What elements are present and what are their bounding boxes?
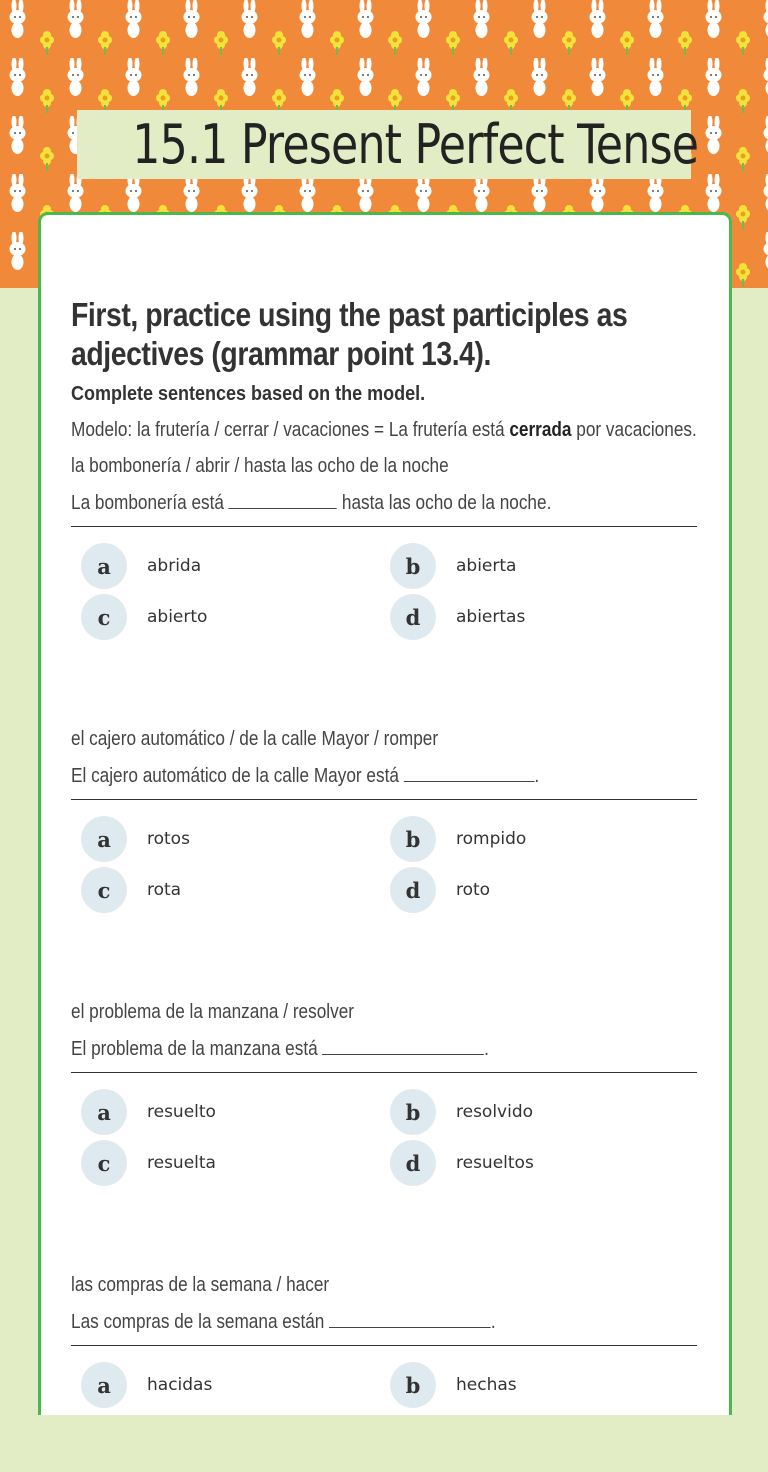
choice-letter: d: [390, 867, 436, 913]
choice-text: abrida: [147, 556, 202, 576]
choice-letter: c: [81, 867, 127, 913]
answer-choices: [71, 543, 697, 653]
model-answer: cerrada: [509, 419, 572, 441]
choice-d[interactable]: [390, 594, 525, 640]
answer-blank: [329, 1309, 491, 1328]
question-prompt: el cajero automático / de la calle Mayor / romper: [71, 728, 439, 750]
choice-text: rotos: [147, 829, 190, 849]
choice-b[interactable]: [390, 543, 516, 589]
answer-choices: [71, 816, 697, 926]
choice-letter: c: [81, 1140, 127, 1186]
choice-c[interactable]: [81, 594, 207, 640]
title-box: [77, 110, 699, 179]
divider: [71, 1345, 697, 1346]
choice-letter: b: [390, 543, 436, 589]
choice-letter: a: [81, 1362, 127, 1408]
model-prefix: Modelo: la frutería / cerrar / vacaciones = La frutería está: [71, 419, 505, 441]
model-suffix: por vacaciones.: [576, 419, 697, 441]
question-2: [71, 727, 697, 926]
choice-text: abierto: [147, 607, 208, 627]
worksheet-content: [71, 295, 697, 1472]
choice-text: resuelta: [147, 1153, 216, 1173]
choice-a[interactable]: [81, 1362, 212, 1408]
question-3: [71, 1000, 697, 1199]
choice-letter: b: [390, 1362, 436, 1408]
choice-c[interactable]: [81, 867, 181, 913]
choice-letter: a: [81, 1089, 127, 1135]
choice-text: abiertas: [456, 607, 526, 627]
choice-text: hechas: [456, 1375, 517, 1395]
answer-choices: [71, 1362, 697, 1472]
answer-blank: [322, 1036, 484, 1055]
divider: [71, 526, 697, 527]
choice-text: rompido: [456, 829, 527, 849]
choice-letter: c: [81, 594, 127, 640]
choice-text: abierta: [456, 556, 517, 576]
choice-text: resueltos: [456, 1153, 534, 1173]
choice-b[interactable]: [390, 1362, 517, 1408]
choice-letter: b: [390, 816, 436, 862]
choice-letter: d: [390, 594, 436, 640]
instruction: Complete sentences based on the model.: [71, 383, 426, 405]
choice-d[interactable]: [390, 867, 490, 913]
choice-b[interactable]: [390, 816, 526, 862]
page-title: 15.1 Present Perfect Tense: [132, 113, 699, 176]
choice-text: hacidas: [147, 1375, 213, 1395]
choice-c[interactable]: [81, 1140, 216, 1186]
answer-choices: [71, 1089, 697, 1199]
question-prompt: la bombonería / abrir / hasta las ocho de la noche: [71, 455, 449, 477]
question-prompt: el problema de la manzana / resolver: [71, 1001, 354, 1023]
divider: [71, 799, 697, 800]
choice-a[interactable]: [81, 1089, 216, 1135]
choice-text: resolvido: [456, 1102, 534, 1122]
answer-blank: [229, 490, 337, 509]
question-sentence: El problema de la manzana está .: [71, 1038, 489, 1060]
choice-a[interactable]: [81, 816, 190, 862]
worksheet-card: [38, 212, 732, 1415]
choice-text: resuelto: [147, 1102, 216, 1122]
choice-text: roto: [456, 880, 491, 900]
question-4: [71, 1273, 697, 1472]
question-prompt: las compras de la semana / hacer: [71, 1274, 330, 1296]
choice-b[interactable]: [390, 1089, 533, 1135]
choice-letter: d: [390, 1140, 436, 1186]
model-sentence: [71, 418, 697, 443]
choice-text: rota: [147, 880, 182, 900]
choice-letter: a: [81, 543, 127, 589]
question-sentence: La bombonería está hasta las ocho de la noche.: [71, 492, 552, 514]
divider: [71, 1072, 697, 1073]
question-sentence: Las compras de la semana están .: [71, 1311, 496, 1333]
choice-d[interactable]: [390, 1140, 534, 1186]
question-1: [71, 454, 697, 653]
choice-letter: a: [81, 816, 127, 862]
question-sentence: El cajero automático de la calle Mayor está .: [71, 765, 540, 787]
section-heading: First, practice using the past participles as adjectives (grammar point 13.4).: [71, 296, 628, 372]
choice-a[interactable]: [81, 543, 201, 589]
answer-blank: [404, 763, 535, 782]
choice-letter: b: [390, 1089, 436, 1135]
